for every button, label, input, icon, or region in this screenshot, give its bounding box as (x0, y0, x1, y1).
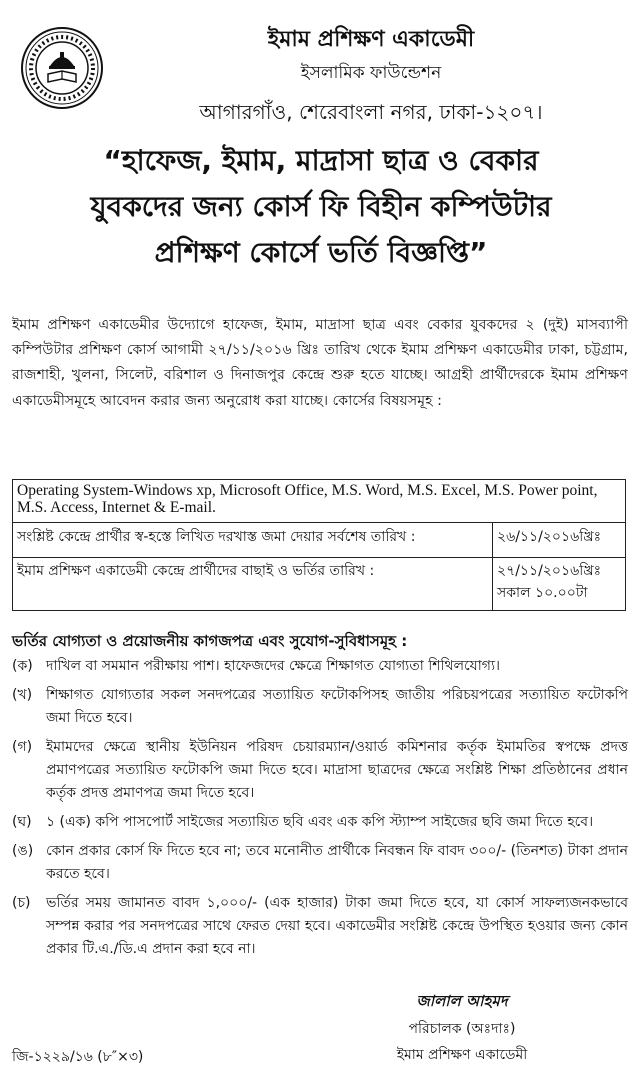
selection-date: ২৭/১১/২০১৬খ্রিঃ (497, 563, 602, 579)
subjects-row (13, 480, 626, 523)
item-marker: (ঘ) (12, 814, 32, 830)
item-text: ১ (এক) কপি পাসপোর্ট সাইজের সত্যায়িত ছবি এবং এক কপি স্ট্যাম্প সাইজের ছবি জমা দিতে হবে। (46, 814, 594, 830)
list-item (12, 736, 628, 805)
subjects-cell: Operating System-Windows xp, Microsoft Office, M.S. Word, M.S. Excel, M.S. Power point, M.S. Access, Internet & E-mail. (13, 480, 626, 523)
selection-time: সকাল ১০.০০টা (497, 585, 588, 601)
signatory-title: পরিচালক (অঃদাঃ) (408, 1021, 516, 1037)
list-item (12, 655, 628, 678)
deadline-row (13, 523, 626, 558)
selection-row (13, 558, 626, 611)
selection-date-cell (493, 558, 626, 611)
eligibility-title: ভর্তির যোগ্যতা ও প্রয়োজনীয় কাগজপত্র এবং সুযোগ-সুবিধাসমূহ : (12, 632, 408, 650)
address: আগারগাঁও, শেরেবাংলা নগর, ঢাকা-১২০৭। (199, 100, 543, 124)
eligibility-list (12, 655, 628, 967)
item-marker: (গ) (12, 739, 33, 755)
reference-number: জি-১২২৯/১৬ (৮″×৩) (12, 1049, 144, 1065)
list-item (12, 840, 628, 886)
list-item (12, 684, 628, 730)
signatory-org: ইমাম প্রশিক্ষণ একাডেমী (396, 1047, 528, 1063)
headline-line-2: যুবকদের জন্য কোর্স ফি বিহীন কম্পিউটার (90, 190, 552, 223)
academy-seal-icon (20, 26, 104, 110)
deadline-label: সংশ্লিষ্ট কেন্দ্রে প্রার্থীর স্ব-হস্তে লিখিত দরখাস্ত জমা দেয়ার সর্বশেষ তারিখ : (13, 523, 493, 558)
item-text: ভর্তির সময় জামানত বাবদ ১,০০০/- (এক হাজার) টাকা জমা দিতে হবে, যা কোর্স সাফল্যজনকভাবে সম্পন্ন করার পর সনদপত্রের সাথে ফেরত দেয়া হবে। একাডেমীর সংশ্লিষ্ট কেন্দ্রে উপস্থিত হওয়ার জন্য কোন প্রকার টি.এ./ডি.এ প্রদান করা হবে না। (46, 895, 628, 957)
headline-line-1: “হাফেজ, ইমাম, মাদ্রাসা ছাত্র ও বেকার (103, 144, 539, 177)
item-marker: (ক) (12, 658, 33, 674)
item-text: ইমামদের ক্ষেত্রে স্থানীয় ইউনিয়ন পরিষদ চেয়ারম্যান/ওয়ার্ড কমিশনার কর্তৃক ইমামতির স্বপক্ষে প্রদত্ত প্রমাণপত্রের সত্যায়িত ফটোকপি জমা দিতে হবে। মাদ্রাসা ছাত্রদের ক্ষেত্রে সংশ্লিষ্ট শিক্ষা প্রতিষ্ঠানের প্রধান কর্তৃক প্রদত্ত প্রমাণপত্র জমা দিতে হবে। (46, 739, 628, 801)
item-text: কোন প্রকার কোর্স ফি দিতে হবে না; তবে মনোনীত প্রার্থীকে নিবন্ধন ফি বাবদ ৩০০/- (তিনশত) টাকা প্রদান করতে হবে। (46, 843, 628, 882)
item-marker: (চ) (12, 895, 31, 911)
item-text: শিক্ষাগত যোগ্যতার সকল সনদপত্রের সত্যায়িত ফটোকপিসহ জাতীয় পরিচয়পত্রের সত্যায়িত ফটোকপি জমা দিতে হবে। (46, 687, 628, 726)
selection-label: ইমাম প্রশিক্ষণ একাডেমী কেন্দ্রে প্রার্থীদের বাছাই ও ভর্তির তারিখ : (13, 558, 493, 611)
deadline-date: ২৬/১১/২০১৬খ্রিঃ (493, 523, 626, 558)
item-text: দাখিল বা সমমান পরীক্ষায় পাশ। হাফেজদের ক্ষেত্রে শিক্ষাগত যোগ্যতা শিথিলযোগ্য। (46, 658, 501, 674)
item-marker: (খ) (12, 687, 33, 703)
course-info-table (12, 479, 626, 611)
headline-line-3: প্রশিক্ষণ কোর্সে ভর্তি বিজ্ঞপ্তি” (154, 236, 488, 269)
item-marker: (ঙ) (12, 843, 34, 859)
list-item (12, 811, 628, 834)
list-item (12, 892, 628, 961)
signatory-name: জালাল আহমদ (416, 992, 508, 1010)
parent-org: ইসলামিক ফাউন্ডেশন (300, 63, 442, 83)
org-name: ইমাম প্রশিক্ষণ একাডেমী (267, 27, 475, 52)
intro-paragraph: ইমাম প্রশিক্ষণ একাডেমীর উদ্যোগে হাফেজ, ইমাম, মাদ্রাসা ছাত্র এবং বেকার যুবকদের ২ (দুই) মাসব্যাপী কম্পিউটার প্রশিক্ষণ কোর্স আগামী ২৭/১১/২০১৬ খ্রিঃ তারিখ থেকে ইমাম প্রশিক্ষণ একাডেমীর ঢাকা, চট্টগ্রাম, রাজশাহী, খুলনা, সিলেট, বরিশাল ও দিনাজপুর কেন্দ্রে শুরু হতে যাচ্ছে। আগ্রহী প্রার্থীদেরকে ইমাম প্রশিক্ষণ একাডেমীসমূহে আবেদন করার জন্য অনুরোধ করা যাচ্ছে। কোর্সের বিষয়সমূহ : (12, 317, 628, 409)
notice-headline (24, 138, 618, 276)
